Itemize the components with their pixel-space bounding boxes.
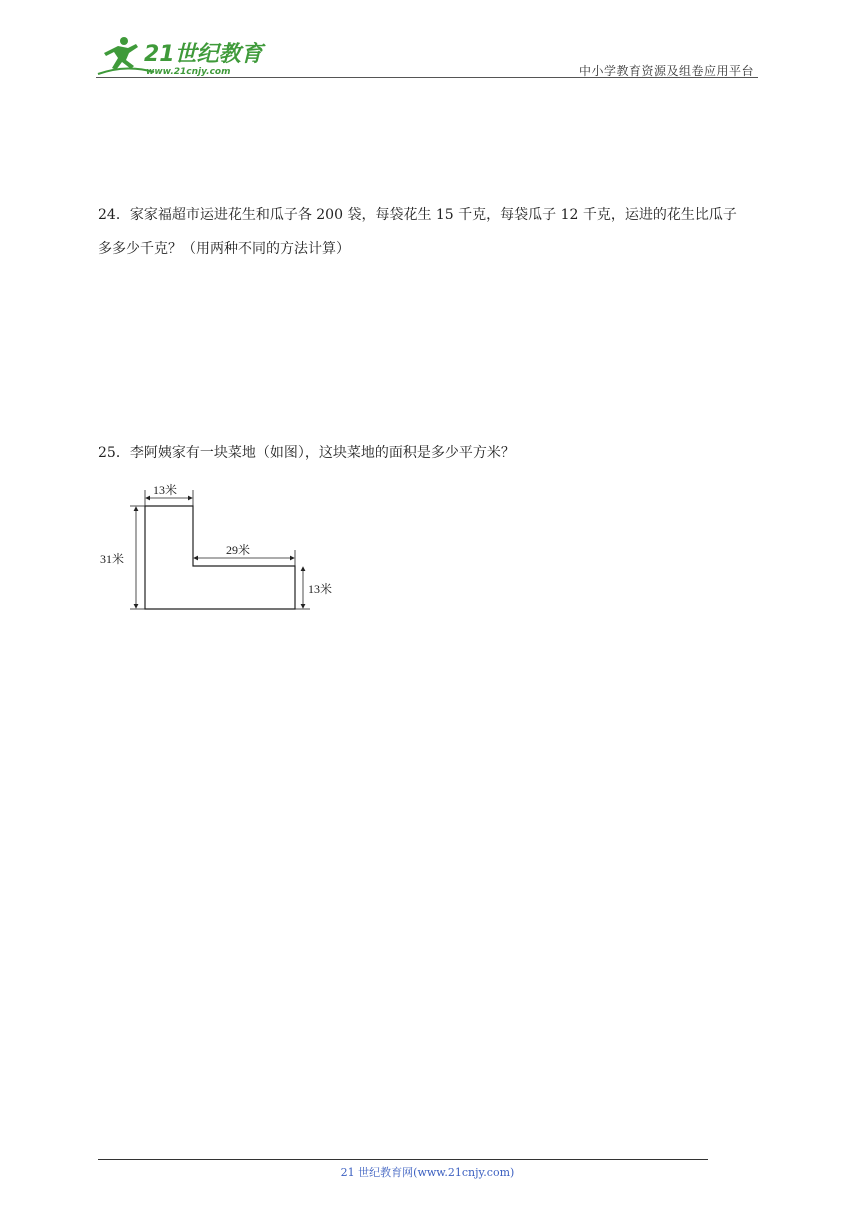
top-width-label: 13米 xyxy=(153,483,178,497)
header-tagline: 中小学教育资源及组卷应用平台 xyxy=(578,64,754,78)
logo xyxy=(96,34,266,78)
question-24-line2: 多多少千克？（用两种不同的方法计算） xyxy=(98,241,350,257)
page-header xyxy=(96,30,758,80)
footer-link[interactable] xyxy=(0,1164,860,1180)
logo-text: 21世纪教育 xyxy=(144,42,263,67)
plot-outline xyxy=(145,506,295,609)
question-text: 李阿姨家有一块菜地（如图），这块菜地的面积是多少平方米？ xyxy=(129,445,515,461)
left-height-label: 31米 xyxy=(100,552,125,566)
right-height-label: 13米 xyxy=(308,582,333,596)
question-25 xyxy=(98,440,778,466)
footer-divider xyxy=(98,1159,708,1160)
question-number: 24． xyxy=(98,207,130,223)
header-divider xyxy=(96,77,758,78)
question-number: 25． xyxy=(98,445,130,461)
middle-width-label: 29米 xyxy=(226,543,251,557)
question-text: 家家福超市运进花生和瓜子各 200 袋，每袋花生 15 千克，每袋瓜子 12 千克，运进的花生比瓜子 xyxy=(129,207,737,223)
footer-text[interactable]: 21 世纪教育网(www.21cnjy.com) xyxy=(340,1166,515,1179)
question-24-line1 xyxy=(98,202,778,228)
logo-url: www.21cnjy.com xyxy=(146,67,231,77)
question-24 xyxy=(98,202,778,262)
vegetable-plot-figure xyxy=(96,478,356,618)
